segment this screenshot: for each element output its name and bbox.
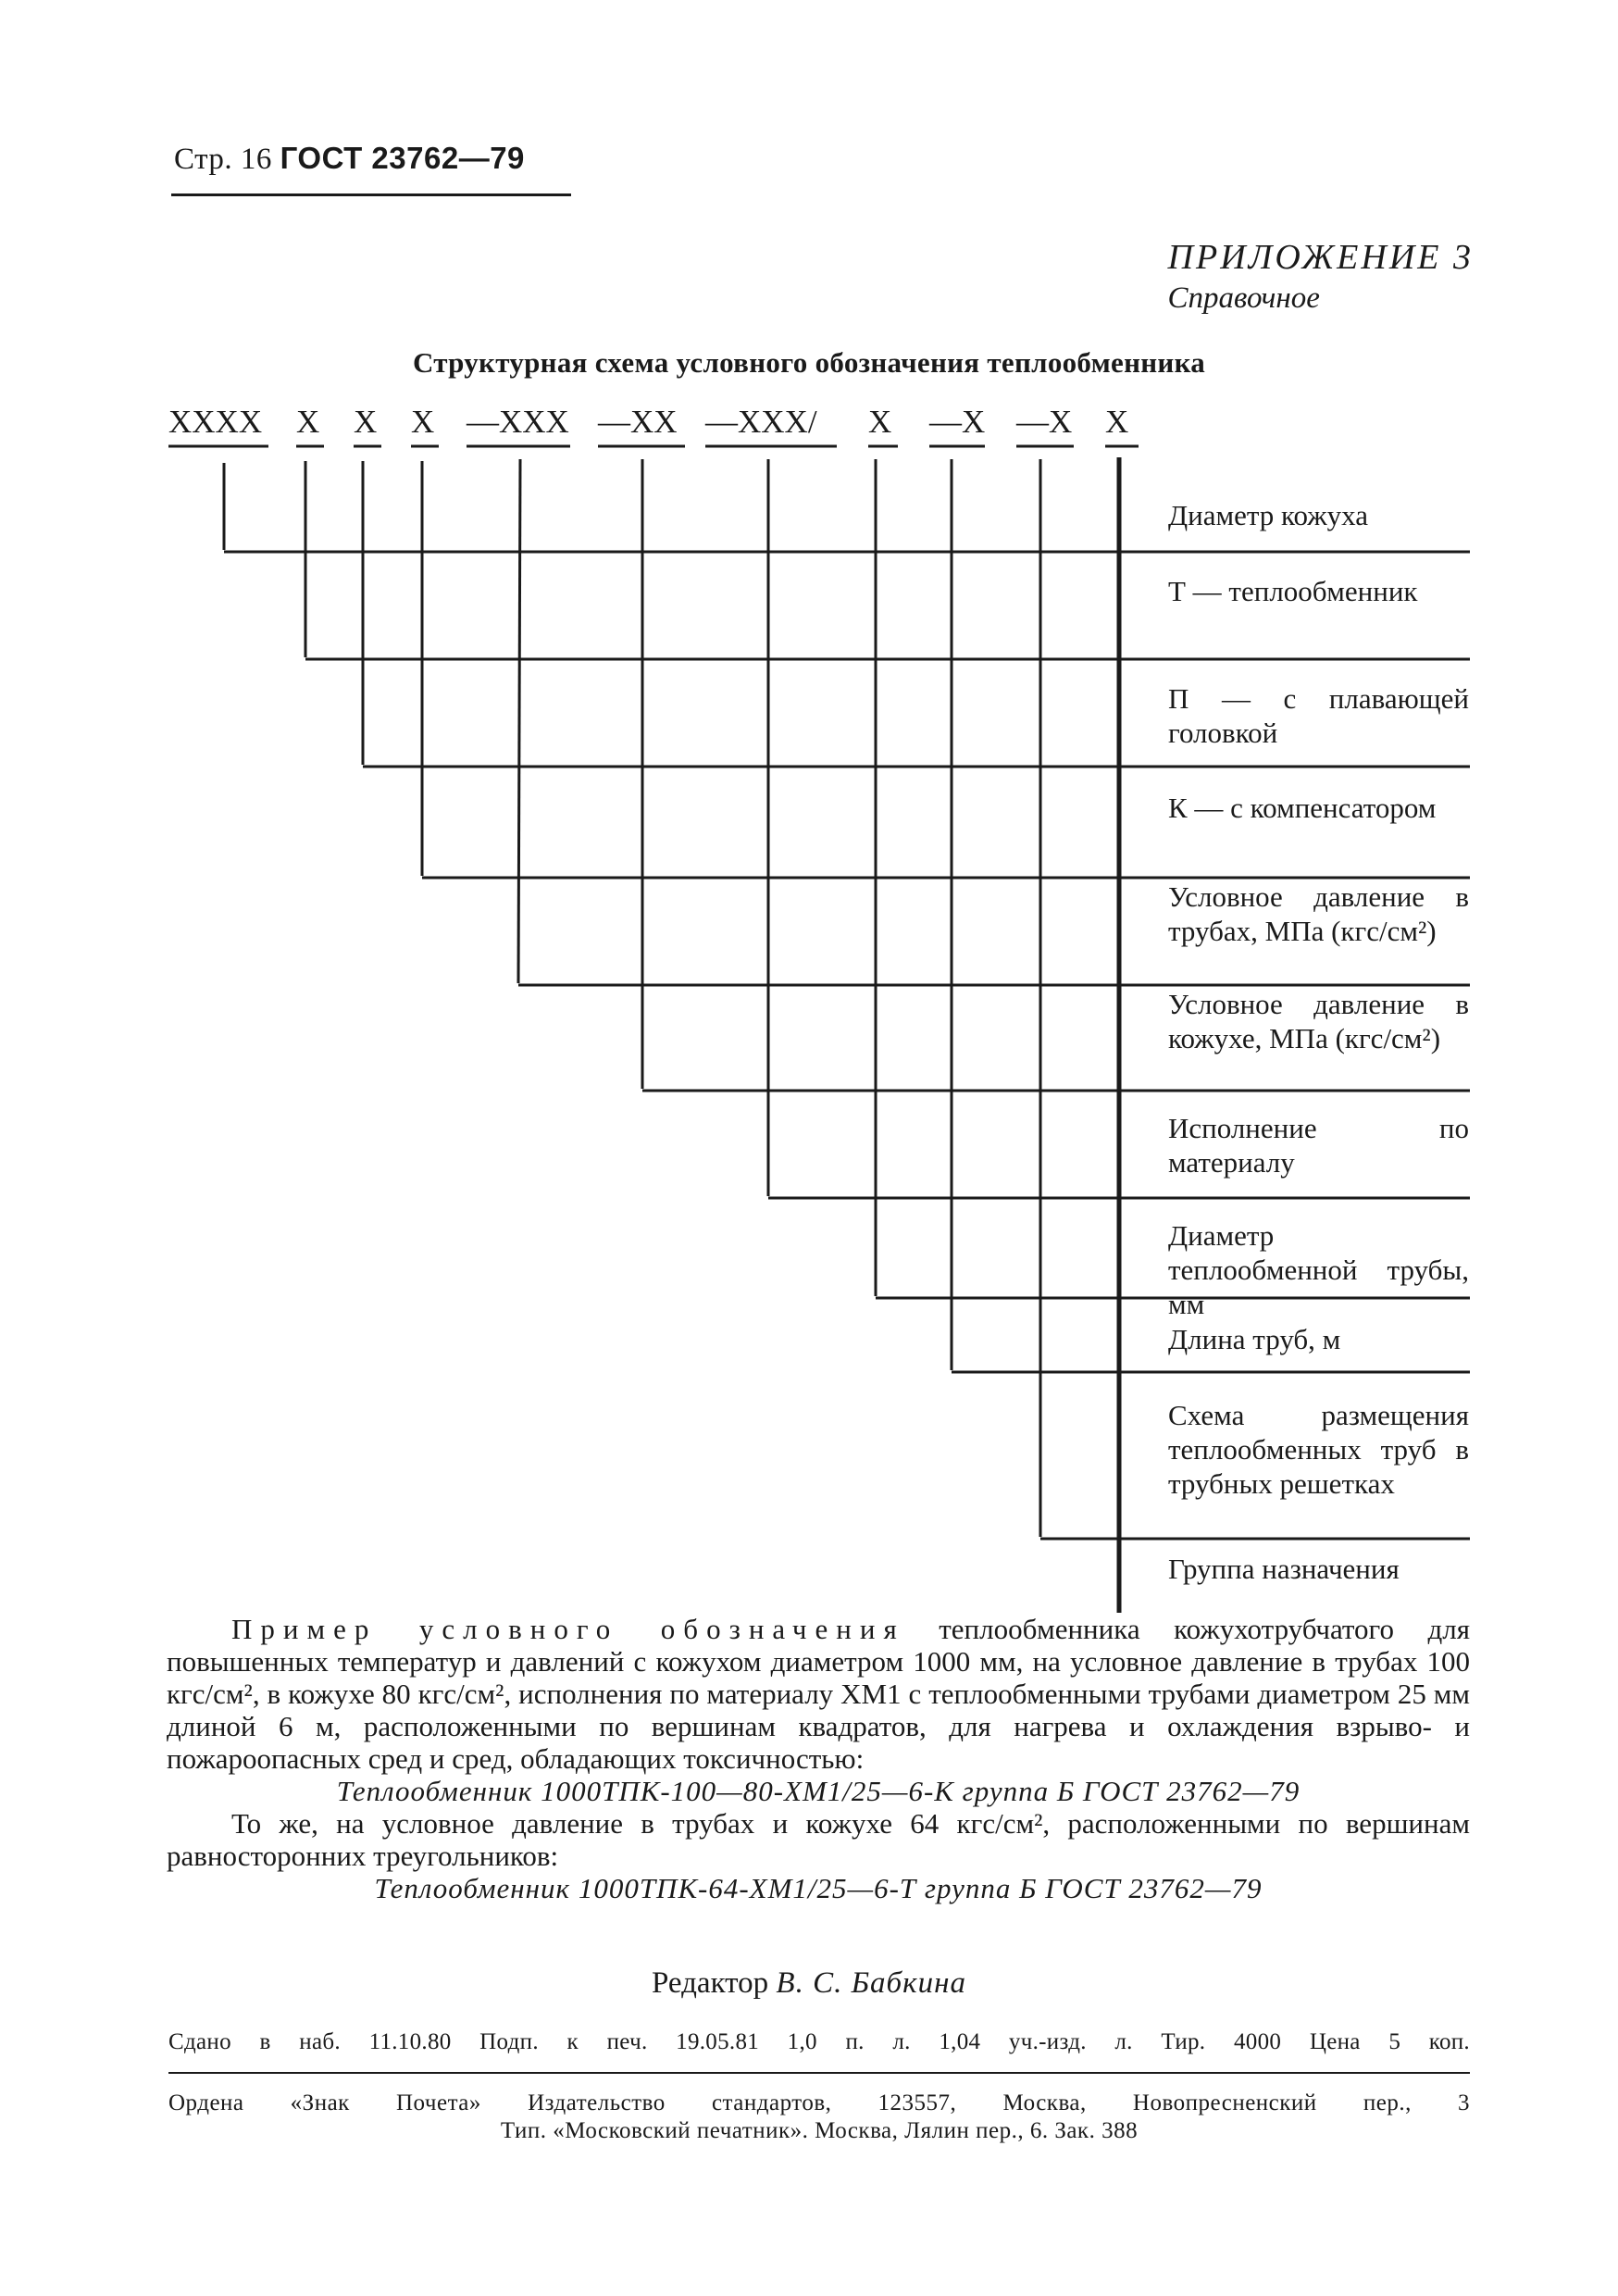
label-tube-layout: Схема размещения теплообменных труб в трубных решетках bbox=[1168, 1399, 1469, 1500]
example-lead: Пример условного обозначения bbox=[231, 1613, 905, 1645]
appendix-subtitle: Справочное bbox=[1167, 281, 1320, 315]
doc-code: ГОСТ 23762—79 bbox=[280, 141, 525, 175]
label-tube-pressure: Условное давление в трубах, МПа (кгс/см²) bbox=[1168, 880, 1469, 947]
label-purpose-group: Группа назначения bbox=[1168, 1553, 1400, 1585]
imprint-line: Сдано в наб. 11.10.80 Подп. к печ. 19.05.81 1,0 п. л. 1,04 уч.-изд. л. Тир. 4000 Цена 5 коп. bbox=[168, 2029, 1470, 2054]
label-shell-pressure: Условное давление в кожухе, МПа (кгс/см²) bbox=[1168, 988, 1469, 1054]
page-number: Стр. 16 bbox=[174, 143, 272, 176]
designation-2: Теплообменник 1000ТПК-64-ХМ1/25—6-Т группа Б ГОСТ 23762—79 bbox=[374, 1872, 1263, 1904]
example-text-1: теплообменника кожухотрубчатого для повышенных температур и давлений с кожухом диаметром 1000 мм, на условное давление в трубах 100 кгс/см², в кожухе 80 кгс/см², исполнения по материалу ХМ1 с теплообменными трубами диаметром 25 мм длиной 6 м, расположенными по вершинам квадратов, для нагрева и охлаждения взрыво- и пожароопасных сред и сред, обладающих токсичностью: bbox=[167, 1613, 1471, 1775]
code-part-tube-length: —X bbox=[929, 404, 986, 440]
code-part-tube-diameter: X bbox=[868, 404, 892, 440]
label-floating-head: П — с плавающей головкой bbox=[1168, 682, 1469, 749]
example-paragraph-1 bbox=[167, 1613, 1470, 1775]
label-material: Исполнение по материалу bbox=[1168, 1112, 1469, 1179]
editor-name: В. С. Бабкина bbox=[776, 1966, 966, 2000]
code-part-tube-pressure: —XXX bbox=[467, 404, 569, 440]
label-shell-diameter: Диаметр кожуха bbox=[1168, 499, 1369, 531]
publisher-block bbox=[168, 2090, 1470, 2145]
label-compensator: К — с компенсатором bbox=[1168, 792, 1437, 824]
code-part-compensator: X bbox=[411, 404, 435, 440]
code-part-shell-diameter: XXXX bbox=[168, 404, 263, 440]
publisher-line-2: Тип. «Московский печатник». Москва, Лялин пер., 6. Зак. 388 bbox=[500, 2118, 1139, 2143]
label-tube-diameter: Диаметр теплообменной трубы, мм bbox=[1168, 1219, 1469, 1320]
code-part-material: —XXX/ bbox=[705, 404, 817, 440]
label-heat-exchanger: Т — теплообменник bbox=[1168, 575, 1418, 607]
code-part-group: X bbox=[1105, 404, 1129, 440]
scheme-title: Структурная схема условного обозначения теплообменника bbox=[412, 346, 1206, 379]
publisher-line-1: Ордена «Знак Почета» Издательство стандартов, 123557, Москва, Новопресненский пер., 3 bbox=[168, 2090, 1470, 2115]
example-paragraph-2: То же, на условное давление в трубах и кожухе 64 кгс/см², расположенными по вершинам равносторонних треугольников: bbox=[167, 1807, 1470, 1872]
appendix-title: ПРИЛОЖЕНИЕ 3 bbox=[1167, 238, 1474, 277]
example-block bbox=[167, 1613, 1470, 1904]
editor-label: Редактор bbox=[652, 1966, 769, 2000]
label-tube-length: Длина труб, м bbox=[1168, 1323, 1341, 1355]
code-part-type: X bbox=[296, 404, 320, 440]
code-part-layout: —X bbox=[1016, 404, 1073, 440]
code-part-shell-pressure: —XX bbox=[598, 404, 678, 440]
designation-1: Теплообменник 1000ТПК-100—80-ХМ1/25—6-К группа Б ГОСТ 23762—79 bbox=[336, 1775, 1301, 1807]
editor-line bbox=[0, 1966, 1618, 2001]
imprint-rule bbox=[168, 2072, 1470, 2074]
code-part-head: X bbox=[354, 404, 378, 440]
